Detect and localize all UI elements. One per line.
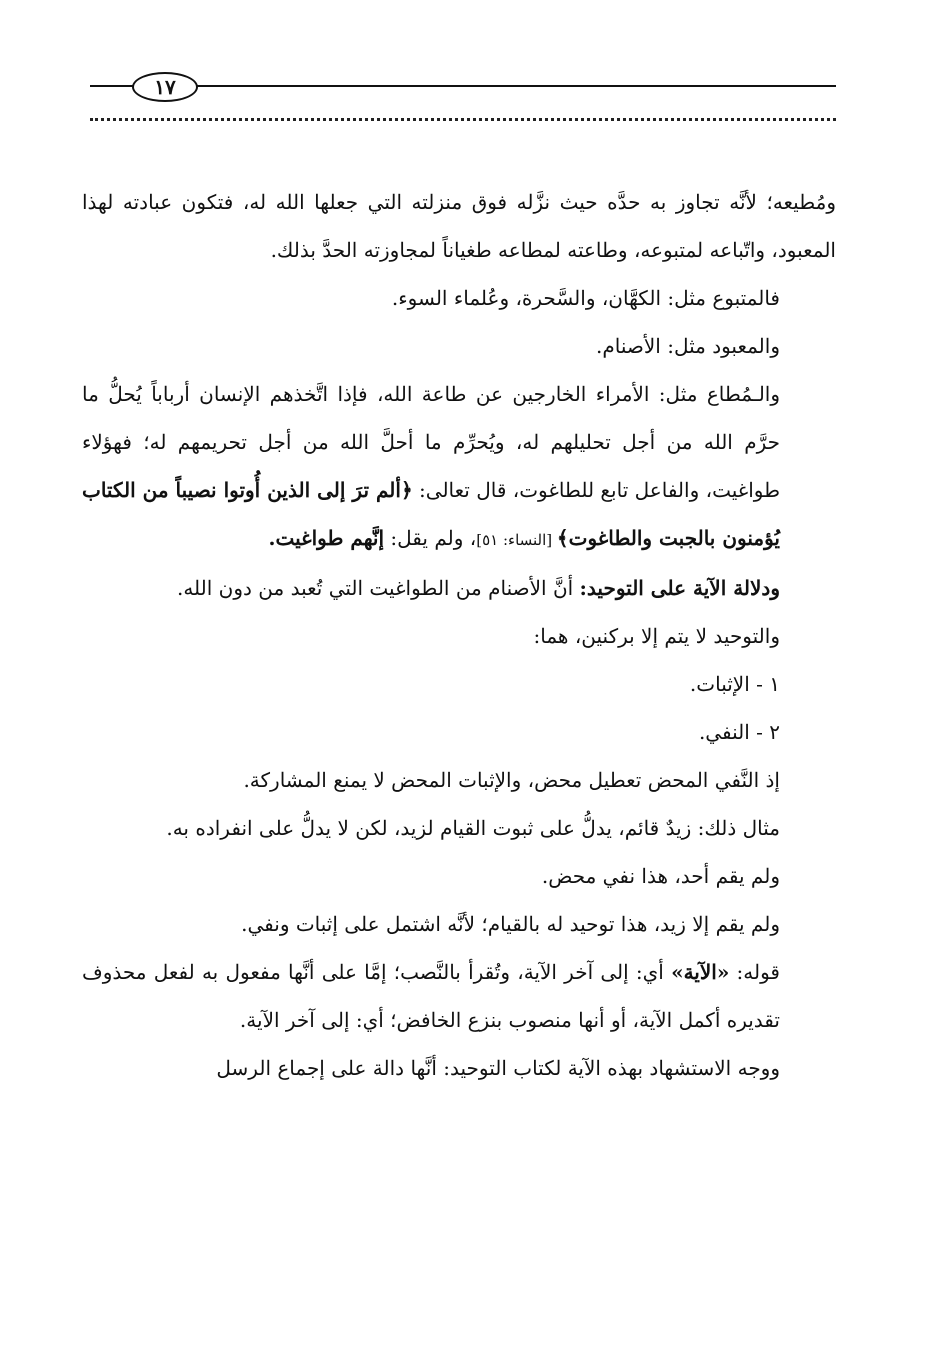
paragraph-text: ، ولم يقل: bbox=[384, 526, 477, 550]
paragraph-text: قوله: bbox=[729, 960, 780, 984]
paragraph: مثال ذلك: زيدٌ قائم، يدلُّ على ثبوت القيام لزيد، لكن لا يدلُّ على انفراده به. bbox=[166, 816, 780, 840]
paragraph: ولم يقم أحد، هذا نفي محض. bbox=[541, 864, 780, 888]
paragraph bbox=[82, 564, 836, 612]
paragraph-text: أنَّ الأصنام من الطواغيت التي تُعبد من دون الله. bbox=[176, 576, 580, 600]
quran-verse: ﴿ألم ترَ إلى الذين أُوتوا نصيباً من الكتاب يُؤمنون بالجبت والطاغوت﴾ bbox=[82, 478, 780, 550]
paragraph: والمعبود مثل: الأصنام. bbox=[596, 334, 780, 358]
page-body bbox=[82, 178, 836, 1092]
paragraph: ومُطيعه؛ لأنَّه تجاوز به حدَّه حيث نزَّله فوق منزلته التي جعلها الله له، فتكون عبادته لهذا المعبود، واتّباعه لمتبوعه، وطاعته لمطاعه طغياناً لمجاوزته الحدَّ بذلك. bbox=[82, 190, 836, 262]
paragraph bbox=[82, 948, 836, 1044]
paragraph: والتوحيد لا يتم إلا بركنين، هما: bbox=[533, 624, 780, 648]
dotted-divider bbox=[90, 118, 836, 121]
page-number: ١٧ bbox=[132, 72, 198, 102]
header-rule bbox=[90, 85, 836, 87]
paragraph: فالمتبوع مثل: الكهَّان، والسَّحرة، وعُلماء السوء. bbox=[391, 286, 780, 310]
emphasis: إنَّهم طواغيت. bbox=[268, 526, 385, 550]
section-label: ودلالة الآية على التوحيد: bbox=[579, 576, 780, 600]
paragraph: إذ النَّفي المحض تعطيل محض، والإثبات المحض لا يمنع المشاركة. bbox=[243, 768, 780, 792]
quoted-term: «الآية» bbox=[671, 960, 730, 984]
paragraph-text: والـمُطاع مثل: الأمراء الخارجين عن طاعة الله، فإذا اتَّخذهم الإنسان أرباباً يُحلُّ ما حرَّم الله من أجل تحليلهم له، ويُحرِّم ما أحلَّ الله من أجل تحريمهم له؛ فهؤلاء طواغيت، والفاعل تابع للطاغوت، قال تعالى: bbox=[82, 382, 781, 502]
verse-citation: [النساء: ٥١] bbox=[476, 531, 557, 549]
list-item: ٢ - النفي. bbox=[698, 720, 780, 744]
paragraph: ولم يقم إلا زيد، هذا توحيد له بالقيام؛ لأنَّه اشتمل على إثبات ونفي. bbox=[241, 912, 780, 936]
page-header bbox=[0, 0, 938, 140]
list-item: ١ - الإثبات. bbox=[689, 672, 780, 696]
paragraph: ووجه الاستشهاد بهذه الآية لكتاب التوحيد: أنَّها دالة على إجماع الرسل bbox=[216, 1056, 780, 1080]
paragraph bbox=[82, 370, 836, 564]
paragraph-text: أي: إلى آخر الآية، وتُقرأ بالنَّصب؛ إمَّا على أنَّها مفعول به لفعل محذوف تقديره أكمل الآية، أو أنها منصوب بنزع الخافض؛ أي: إلى آخر الآية. bbox=[82, 960, 780, 1032]
